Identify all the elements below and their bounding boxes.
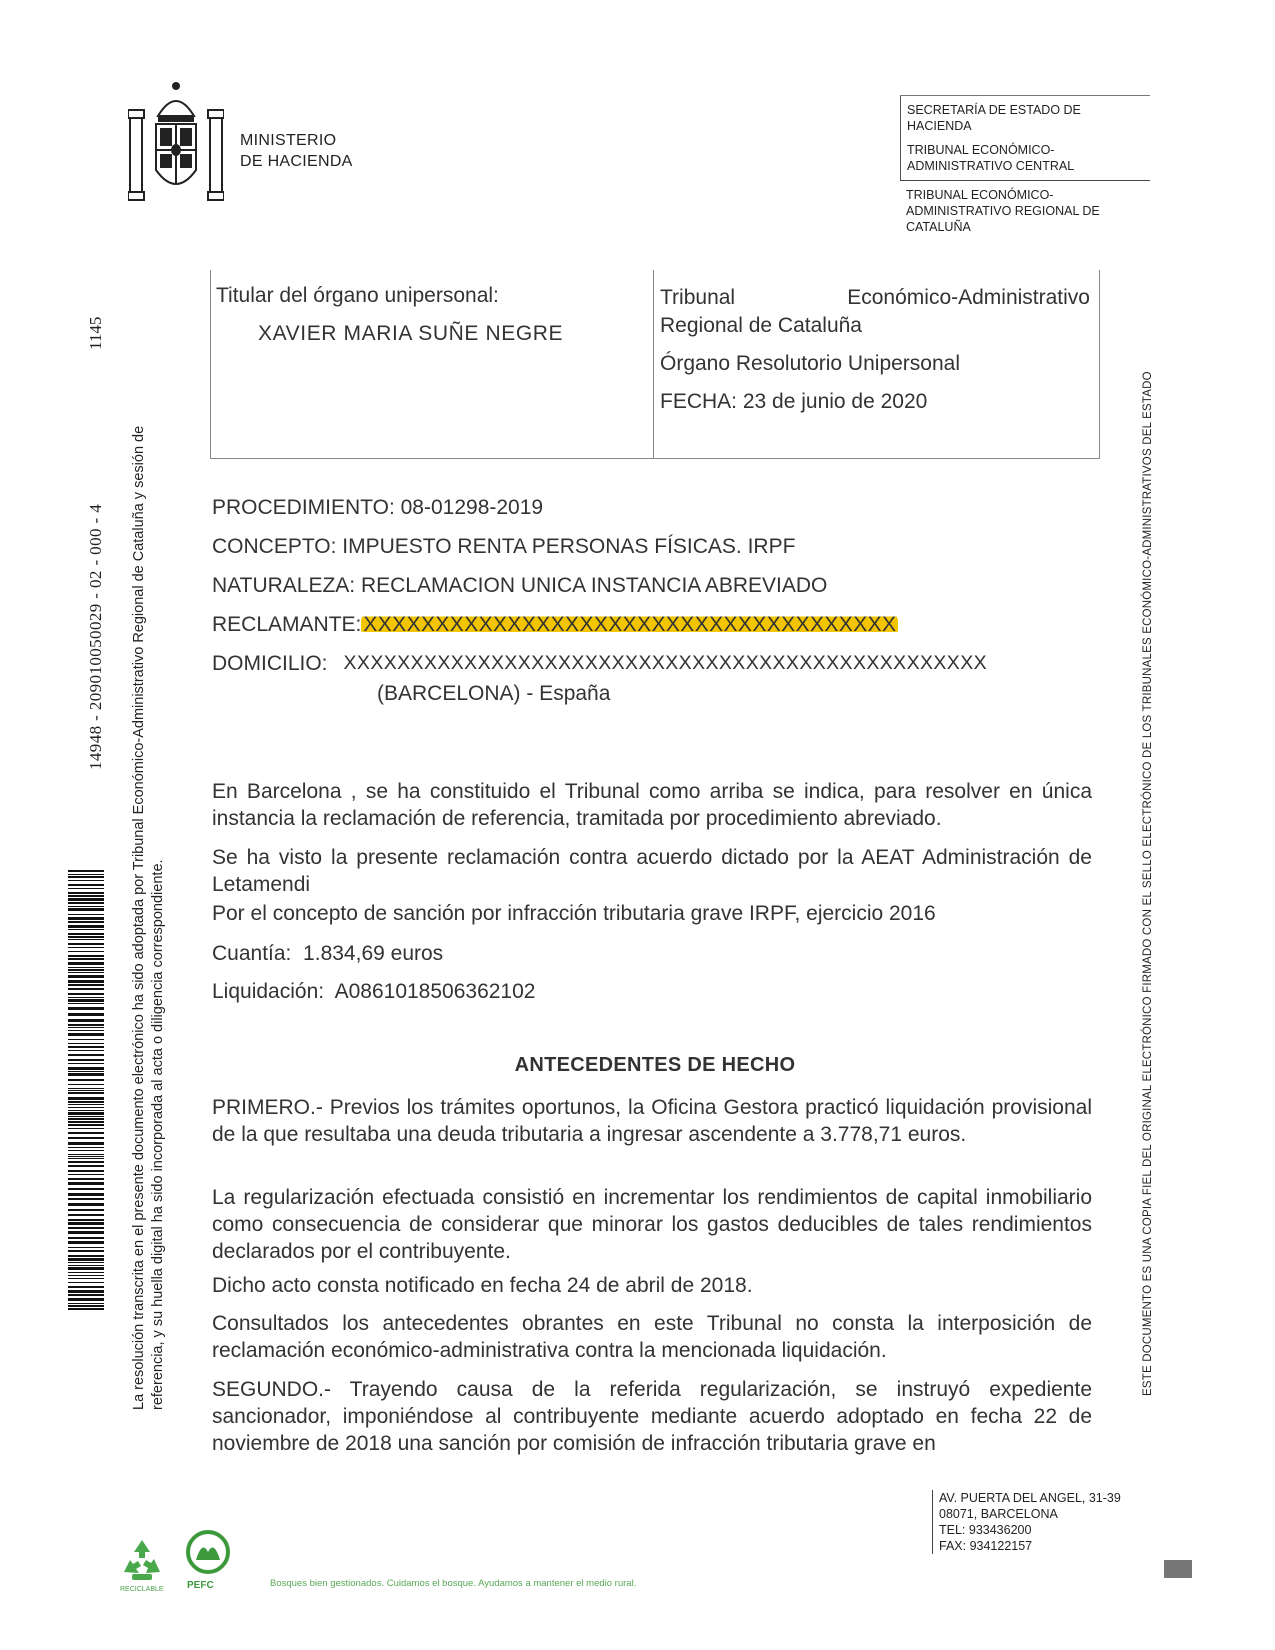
reclamante-row (212, 613, 987, 652)
issuer-line: ADMINISTRATIVO REGIONAL DE (906, 204, 1100, 218)
ministry-line1: MINISTERIO (240, 132, 337, 149)
procedimiento: PROCEDIMIENTO: 08-01298-2019 (212, 496, 544, 519)
procedure-block (212, 496, 987, 691)
paragraph: En Barcelona , se ha constituido el Tribunal como arriba se indica, para resolver en única instancia la reclamación de referencia, tramitada por procedimiento abreviado. (212, 780, 1092, 830)
concepto: CONCEPTO: IMPUESTO RENTA PERSONAS FÍSICAS. IRPF (212, 535, 796, 558)
titular-name: XAVIER MARIA SUÑE NEGRE (258, 322, 564, 345)
naturaleza: NATURALEZA: RECLAMACION UNICA INSTANCIA ABREVIADO (212, 574, 828, 597)
domicilio-redacted: XXXXXXXXXXXXXXXXXXXXXXXXXXXXXXXXXXXXXXXXXXXXXXXX (343, 652, 988, 674)
reclamante-redacted: XXXXXXXXXXXXXXXXXXXXXXXXXXXXXXXXXXXXX (363, 613, 897, 636)
organo: Órgano Resolutorio Unipersonal (660, 352, 960, 375)
paragraph: Dicho acto consta notificado en fecha 24 de abril de 2018. (212, 1274, 753, 1297)
liquidacion: Liquidación: A0861018506362102 (212, 980, 536, 1003)
address-block (932, 1490, 1121, 1554)
tribunal-info (660, 284, 1090, 416)
paragraph: Consultados los antecedentes obrantes en este Tribunal no consta la interposición de reclamación económico-administrativa contra la mencionada liquidación. (212, 1312, 1092, 1362)
barcode-icon (68, 870, 104, 1310)
legal-note (130, 426, 168, 1410)
legal-line1: La resolución transcrita en el presente documento electrónico ha sido adoptada por Tribunal Económico-Administrativo Regional de Cataluña y sesión de (131, 425, 147, 1410)
fecha: FECHA: 23 de junio de 2020 (660, 390, 928, 413)
issuer-box (900, 95, 1150, 241)
tribunal-region: Regional de Cataluña (660, 314, 862, 337)
ministry-line2: DE HACIENDA (240, 153, 353, 170)
footer-slogan: Bosques bien gestionados. Cuidamos el bosque. Ayudamos a mantener el medio rural. (270, 1578, 637, 1589)
section-heading: ANTECEDENTES DE HECHO (514, 1054, 796, 1076)
paragraph: Por el concepto de sanción por infracción tributaria grave IRPF, ejercicio 2016 (212, 902, 936, 925)
reference-short: 1145 (86, 316, 105, 350)
titular-label: Titular del órgano unipersonal: (216, 284, 499, 307)
tribunal-word2: Económico-Administrativo (847, 286, 1090, 309)
coat-of-arms-logo (128, 80, 224, 204)
paragraph: Se ha visto la presente reclamación contra acuerdo dictado por la AEAT Administración de Letamendi (212, 846, 1092, 896)
issuer-line: TRIBUNAL ECONÓMICO- (906, 188, 1054, 202)
issuer-line: TRIBUNAL ECONÓMICO- (907, 143, 1055, 157)
legal-line2: referencia, y su huella digital ha sido incorporada al acta o diligencia correspondiente. (150, 859, 166, 1410)
issuer-line: HACIENDA (907, 119, 972, 133)
phone: TEL: 933436200 (939, 1523, 1032, 1537)
page-mark (1164, 1560, 1192, 1578)
paragraph: La regularización efectuada consistió en incrementar los rendimientos de capital inmobiliario como consecuencia de considerar que minorar los gastos deducibles de tales rendimientos declarados por el contribuyente. (212, 1186, 1092, 1263)
address-line: 08071, BARCELONA (939, 1507, 1058, 1521)
recycle-icon (118, 1536, 166, 1584)
cuantia: Cuantía: 1.834,69 euros (212, 942, 444, 965)
pefc-logo (182, 1530, 234, 1580)
issuer-line: SECRETARÍA DE ESTADO DE (907, 103, 1081, 117)
paragraph: SEGUNDO.- Trayendo causa de la referida regularización, se instruyó expediente sancionador, imponiéndose al contribuyente mediante acuerdo adoptado en fecha 22 de noviembre de 2018 una sanción por comisión de infracción tributaria grave en (212, 1378, 1092, 1455)
tribunal-word1: Tribunal (660, 286, 736, 309)
reciclable-label: RECICLABLE (120, 1586, 164, 1593)
ministry-name (240, 130, 353, 172)
domicilio-line2: (BARCELONA) - España (377, 682, 611, 705)
paragraph: PRIMERO.- Previos los trámites oportunos, la Oficina Gestora practicó liquidación provisional de la que resultaba una deuda tributaria a ingresar ascendente a 3.778,71 euros. (212, 1096, 1092, 1146)
reclamante-label: RECLAMANTE: (212, 613, 362, 636)
fax: FAX: 934122157 (939, 1539, 1033, 1553)
pefc-label: PEFC (187, 1580, 214, 1591)
issuer-line: ADMINISTRATIVO CENTRAL (907, 159, 1075, 173)
copy-notice: ESTE DOCUMENTO ES UNA COPIA FIEL DEL ORIGINAL ELECTRÓNICO FIRMADO CON EL SELLO ELECTRÓNICO DE LOS TRIBUNALES ECONÓMICO-ADMINISTRATIVOS DEL ESTADO (1142, 371, 1154, 1396)
domicilio-label: DOMICILIO: (212, 652, 328, 675)
reference-number: 14948 - 209010050029 - 02 - 000 - 4 (86, 503, 105, 770)
address-line: AV. PUERTA DEL ANGEL, 31-39 (939, 1491, 1121, 1505)
issuer-line: CATALUÑA (906, 220, 971, 234)
